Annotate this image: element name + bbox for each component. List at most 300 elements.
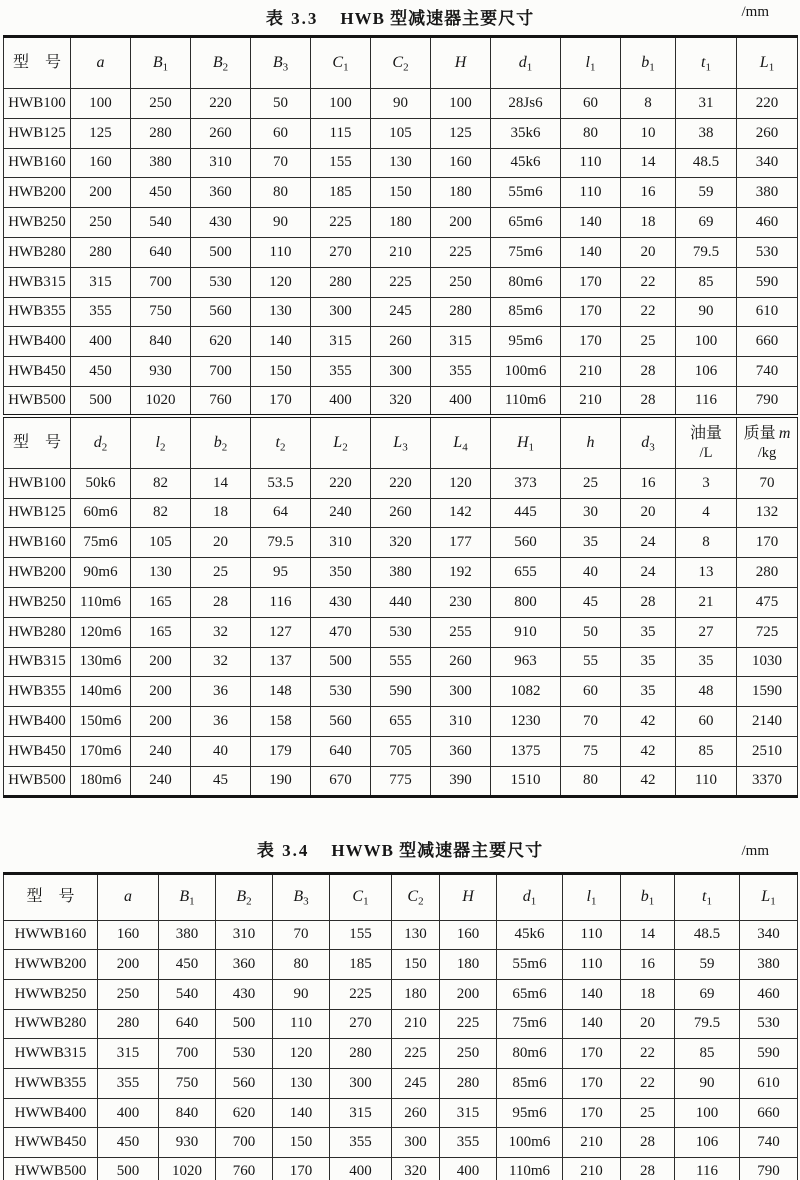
value-cell: 13 bbox=[676, 558, 737, 588]
value-cell: 740 bbox=[740, 1128, 798, 1158]
value-cell: 300 bbox=[392, 1128, 440, 1158]
value-cell: 142 bbox=[431, 498, 491, 528]
value-cell: 60 bbox=[251, 118, 311, 148]
table-3-4-body bbox=[4, 920, 798, 1180]
column-header: $L_4$ bbox=[431, 416, 491, 468]
table-row bbox=[4, 237, 798, 267]
value-cell: 75m6 bbox=[497, 1009, 563, 1039]
value-cell: 70 bbox=[251, 148, 311, 178]
value-cell: 640 bbox=[159, 1009, 216, 1039]
table-row bbox=[4, 89, 798, 119]
value-cell: 20 bbox=[621, 498, 676, 528]
model-cell: HWB125 bbox=[4, 118, 71, 148]
value-cell: 910 bbox=[491, 617, 561, 647]
value-cell: 180 bbox=[440, 950, 497, 980]
value-cell: 280 bbox=[431, 297, 491, 327]
value-cell: 80m6 bbox=[491, 267, 561, 297]
value-cell: 150 bbox=[251, 357, 311, 387]
column-header: $l_1$ bbox=[561, 37, 621, 89]
value-cell: 65m6 bbox=[491, 208, 561, 238]
value-cell: 28 bbox=[621, 587, 676, 617]
value-cell: 230 bbox=[431, 587, 491, 617]
table-row bbox=[4, 297, 798, 327]
table-3-4-number: 表 3.4 bbox=[256, 840, 310, 860]
model-cell: HWWB160 bbox=[4, 920, 98, 950]
header-row bbox=[4, 416, 798, 468]
table-3-3-part1-head bbox=[4, 37, 798, 89]
column-header: $b_2$ bbox=[191, 416, 251, 468]
value-cell: 55m6 bbox=[497, 950, 563, 980]
value-cell: 50 bbox=[251, 89, 311, 119]
value-cell: 25 bbox=[621, 327, 676, 357]
value-cell: 95 bbox=[251, 558, 311, 588]
model-cell: HWB200 bbox=[4, 178, 71, 208]
value-cell: 670 bbox=[311, 766, 371, 796]
value-cell: 300 bbox=[311, 297, 371, 327]
value-cell: 150 bbox=[273, 1128, 330, 1158]
table-3-4-unit-label: /mm bbox=[741, 842, 769, 859]
value-cell: 250 bbox=[71, 208, 131, 238]
column-header: a bbox=[98, 873, 159, 920]
value-cell: 100 bbox=[676, 327, 737, 357]
value-cell: 79.5 bbox=[676, 237, 737, 267]
value-cell: 790 bbox=[740, 1158, 798, 1180]
value-cell: 79.5 bbox=[675, 1009, 740, 1039]
value-cell: 48.5 bbox=[675, 920, 740, 950]
value-cell: 53.5 bbox=[251, 468, 311, 498]
value-cell: 1020 bbox=[159, 1158, 216, 1180]
value-cell: 655 bbox=[491, 558, 561, 588]
value-cell: 25 bbox=[621, 1098, 675, 1128]
value-cell: 18 bbox=[191, 498, 251, 528]
value-cell: 430 bbox=[191, 208, 251, 238]
column-header: $L_2$ bbox=[311, 416, 371, 468]
value-cell: 725 bbox=[737, 617, 798, 647]
table-row bbox=[4, 647, 798, 677]
model-cell: HWB280 bbox=[4, 617, 71, 647]
model-cell: HWB500 bbox=[4, 766, 71, 796]
table-row bbox=[4, 979, 798, 1009]
value-cell: 220 bbox=[311, 468, 371, 498]
value-cell: 350 bbox=[311, 558, 371, 588]
value-cell: 445 bbox=[491, 498, 561, 528]
value-cell: 45 bbox=[561, 587, 621, 617]
value-cell: 170 bbox=[563, 1098, 621, 1128]
value-cell: 82 bbox=[131, 498, 191, 528]
column-header: $B_2$ bbox=[216, 873, 273, 920]
value-cell: 28 bbox=[621, 357, 676, 387]
value-cell: 560 bbox=[191, 297, 251, 327]
value-cell: 355 bbox=[431, 357, 491, 387]
column-header: 质量 m /kg bbox=[737, 416, 798, 468]
value-cell: 28 bbox=[191, 587, 251, 617]
value-cell: 560 bbox=[216, 1068, 273, 1098]
value-cell: 125 bbox=[71, 118, 131, 148]
value-cell: 100m6 bbox=[497, 1128, 563, 1158]
value-cell: 140 bbox=[563, 1009, 621, 1039]
value-cell: 500 bbox=[191, 237, 251, 267]
value-cell: 45k6 bbox=[497, 920, 563, 950]
value-cell: 640 bbox=[311, 736, 371, 766]
value-cell: 120m6 bbox=[71, 617, 131, 647]
value-cell: 35 bbox=[621, 677, 676, 707]
value-cell: 190 bbox=[251, 766, 311, 796]
value-cell: 540 bbox=[131, 208, 191, 238]
value-cell: 21 bbox=[676, 587, 737, 617]
model-cell: HWB100 bbox=[4, 468, 71, 498]
value-cell: 110 bbox=[251, 237, 311, 267]
value-cell: 55m6 bbox=[491, 178, 561, 208]
value-cell: 10 bbox=[621, 118, 676, 148]
value-cell: 8 bbox=[676, 528, 737, 558]
value-cell: 60 bbox=[561, 89, 621, 119]
value-cell: 200 bbox=[71, 178, 131, 208]
model-cell: HWB250 bbox=[4, 587, 71, 617]
value-cell: 130 bbox=[392, 920, 440, 950]
value-cell: 170m6 bbox=[71, 736, 131, 766]
value-cell: 18 bbox=[621, 208, 676, 238]
value-cell: 775 bbox=[371, 766, 431, 796]
column-header: $L_3$ bbox=[371, 416, 431, 468]
model-cell: HWWB500 bbox=[4, 1158, 98, 1180]
value-cell: 69 bbox=[676, 208, 737, 238]
value-cell: 42 bbox=[621, 766, 676, 796]
value-cell: 185 bbox=[330, 950, 392, 980]
table-3-4 bbox=[3, 872, 798, 1180]
value-cell: 85 bbox=[675, 1039, 740, 1069]
value-cell: 170 bbox=[737, 528, 798, 558]
value-cell: 500 bbox=[98, 1158, 159, 1180]
column-header: $C_1$ bbox=[330, 873, 392, 920]
table-3-3 bbox=[3, 35, 798, 798]
column-header: $d_3$ bbox=[621, 416, 676, 468]
value-cell: 610 bbox=[740, 1068, 798, 1098]
value-cell: 555 bbox=[371, 647, 431, 677]
value-cell: 220 bbox=[371, 468, 431, 498]
value-cell: 116 bbox=[676, 386, 737, 416]
column-header: $d_1$ bbox=[491, 37, 561, 89]
value-cell: 660 bbox=[740, 1098, 798, 1128]
value-cell: 35 bbox=[561, 528, 621, 558]
column-header: a bbox=[71, 37, 131, 89]
model-cell: HWB200 bbox=[4, 558, 71, 588]
table-row bbox=[4, 707, 798, 737]
value-cell: 22 bbox=[621, 267, 676, 297]
value-cell: 210 bbox=[392, 1009, 440, 1039]
value-cell: 1510 bbox=[491, 766, 561, 796]
value-cell: 110 bbox=[563, 950, 621, 980]
model-cell: HWB160 bbox=[4, 148, 71, 178]
value-cell: 36 bbox=[191, 707, 251, 737]
value-cell: 160 bbox=[431, 148, 491, 178]
value-cell: 450 bbox=[71, 357, 131, 387]
value-cell: 110m6 bbox=[491, 386, 561, 416]
value-cell: 225 bbox=[392, 1039, 440, 1069]
value-cell: 590 bbox=[737, 267, 798, 297]
value-cell: 116 bbox=[675, 1158, 740, 1180]
value-cell: 530 bbox=[737, 237, 798, 267]
column-header: h bbox=[561, 416, 621, 468]
table-row bbox=[4, 736, 798, 766]
value-cell: 150m6 bbox=[71, 707, 131, 737]
value-cell: 155 bbox=[330, 920, 392, 950]
value-cell: 42 bbox=[621, 707, 676, 737]
table-row bbox=[4, 498, 798, 528]
model-cell: HWWB200 bbox=[4, 950, 98, 980]
column-header: $t_2$ bbox=[251, 416, 311, 468]
value-cell: 355 bbox=[71, 297, 131, 327]
value-cell: 355 bbox=[440, 1128, 497, 1158]
value-cell: 50k6 bbox=[71, 468, 131, 498]
value-cell: 430 bbox=[216, 979, 273, 1009]
value-cell: 260 bbox=[737, 118, 798, 148]
column-header: H bbox=[440, 873, 497, 920]
model-cell: HWB250 bbox=[4, 208, 71, 238]
value-cell: 1030 bbox=[737, 647, 798, 677]
value-cell: 179 bbox=[251, 736, 311, 766]
value-cell: 25 bbox=[191, 558, 251, 588]
model-cell: HWB125 bbox=[4, 498, 71, 528]
column-header: $B_3$ bbox=[251, 37, 311, 89]
value-cell: 260 bbox=[371, 327, 431, 357]
value-cell: 65m6 bbox=[497, 979, 563, 1009]
model-cell: HWWB355 bbox=[4, 1068, 98, 1098]
table-3-3-unit-label: /mm bbox=[741, 4, 769, 20]
column-header: $H_1$ bbox=[491, 416, 561, 468]
value-cell: 200 bbox=[131, 677, 191, 707]
value-cell: 315 bbox=[71, 267, 131, 297]
value-cell: 22 bbox=[621, 1039, 675, 1069]
value-cell: 200 bbox=[98, 950, 159, 980]
value-cell: 750 bbox=[159, 1068, 216, 1098]
value-cell: 620 bbox=[216, 1098, 273, 1128]
value-cell: 64 bbox=[251, 498, 311, 528]
value-cell: 260 bbox=[392, 1098, 440, 1128]
value-cell: 280 bbox=[131, 118, 191, 148]
table-3-3-part2-body bbox=[4, 468, 798, 796]
value-cell: 35k6 bbox=[491, 118, 561, 148]
value-cell: 100 bbox=[431, 89, 491, 119]
value-cell: 315 bbox=[98, 1039, 159, 1069]
value-cell: 170 bbox=[273, 1158, 330, 1180]
value-cell: 30 bbox=[561, 498, 621, 528]
value-cell: 110 bbox=[676, 766, 737, 796]
value-cell: 440 bbox=[371, 587, 431, 617]
value-cell: 400 bbox=[330, 1158, 392, 1180]
value-cell: 35 bbox=[676, 647, 737, 677]
value-cell: 95m6 bbox=[497, 1098, 563, 1128]
value-cell: 2510 bbox=[737, 736, 798, 766]
value-cell: 270 bbox=[330, 1009, 392, 1039]
table-row bbox=[4, 468, 798, 498]
value-cell: 127 bbox=[251, 617, 311, 647]
value-cell: 470 bbox=[311, 617, 371, 647]
model-cell: HWB400 bbox=[4, 327, 71, 357]
value-cell: 20 bbox=[191, 528, 251, 558]
value-cell: 60 bbox=[676, 707, 737, 737]
value-cell: 170 bbox=[561, 267, 621, 297]
value-cell: 160 bbox=[71, 148, 131, 178]
value-cell: 210 bbox=[371, 237, 431, 267]
value-cell: 250 bbox=[431, 267, 491, 297]
value-cell: 28 bbox=[621, 386, 676, 416]
table-row bbox=[4, 1158, 798, 1180]
model-cell: HWB450 bbox=[4, 736, 71, 766]
value-cell: 148 bbox=[251, 677, 311, 707]
value-cell: 60m6 bbox=[71, 498, 131, 528]
column-header: $B_2$ bbox=[191, 37, 251, 89]
table-row bbox=[4, 677, 798, 707]
value-cell: 705 bbox=[371, 736, 431, 766]
value-cell: 320 bbox=[392, 1158, 440, 1180]
value-cell: 210 bbox=[561, 386, 621, 416]
value-cell: 280 bbox=[311, 267, 371, 297]
value-cell: 250 bbox=[440, 1039, 497, 1069]
value-cell: 45 bbox=[191, 766, 251, 796]
value-cell: 760 bbox=[216, 1158, 273, 1180]
value-cell: 1082 bbox=[491, 677, 561, 707]
value-cell: 70 bbox=[273, 920, 330, 950]
value-cell: 165 bbox=[131, 617, 191, 647]
value-cell: 790 bbox=[737, 386, 798, 416]
value-cell: 170 bbox=[563, 1068, 621, 1098]
value-cell: 70 bbox=[737, 468, 798, 498]
value-cell: 340 bbox=[737, 148, 798, 178]
value-cell: 380 bbox=[159, 920, 216, 950]
value-cell: 160 bbox=[98, 920, 159, 950]
value-cell: 590 bbox=[740, 1039, 798, 1069]
column-header: $d_2$ bbox=[71, 416, 131, 468]
value-cell: 105 bbox=[131, 528, 191, 558]
value-cell: 155 bbox=[311, 148, 371, 178]
value-cell: 530 bbox=[191, 267, 251, 297]
value-cell: 540 bbox=[159, 979, 216, 1009]
value-cell: 90 bbox=[251, 208, 311, 238]
column-header: $t_1$ bbox=[675, 873, 740, 920]
value-cell: 28 bbox=[621, 1158, 675, 1180]
value-cell: 85m6 bbox=[491, 297, 561, 327]
value-cell: 45k6 bbox=[491, 148, 561, 178]
value-cell: 400 bbox=[71, 327, 131, 357]
column-header: $L_1$ bbox=[740, 873, 798, 920]
value-cell: 400 bbox=[98, 1098, 159, 1128]
model-cell: HWB500 bbox=[4, 386, 71, 416]
value-cell: 225 bbox=[440, 1009, 497, 1039]
value-cell: 125 bbox=[431, 118, 491, 148]
value-cell: 225 bbox=[431, 237, 491, 267]
value-cell: 315 bbox=[311, 327, 371, 357]
column-header: 油量 /L bbox=[676, 416, 737, 468]
value-cell: 60 bbox=[561, 677, 621, 707]
value-cell: 180 bbox=[392, 979, 440, 1009]
value-cell: 20 bbox=[621, 1009, 675, 1039]
value-cell: 140 bbox=[273, 1098, 330, 1128]
value-cell: 110 bbox=[561, 148, 621, 178]
value-cell: 85 bbox=[676, 267, 737, 297]
value-cell: 560 bbox=[491, 528, 561, 558]
value-cell: 180 bbox=[431, 178, 491, 208]
value-cell: 170 bbox=[561, 297, 621, 327]
value-cell: 450 bbox=[131, 178, 191, 208]
table-row bbox=[4, 208, 798, 238]
value-cell: 35 bbox=[621, 617, 676, 647]
column-header: $C_2$ bbox=[371, 37, 431, 89]
value-cell: 500 bbox=[311, 647, 371, 677]
value-cell: 250 bbox=[98, 979, 159, 1009]
value-cell: 300 bbox=[371, 357, 431, 387]
value-cell: 400 bbox=[440, 1158, 497, 1180]
value-cell: 180m6 bbox=[71, 766, 131, 796]
value-cell: 315 bbox=[330, 1098, 392, 1128]
model-cell: HWB315 bbox=[4, 267, 71, 297]
value-cell: 42 bbox=[621, 736, 676, 766]
value-cell: 450 bbox=[159, 950, 216, 980]
value-cell: 110m6 bbox=[497, 1158, 563, 1180]
column-header: $B_1$ bbox=[159, 873, 216, 920]
table-row bbox=[4, 920, 798, 950]
value-cell: 130 bbox=[371, 148, 431, 178]
value-cell: 400 bbox=[311, 386, 371, 416]
value-cell: 80 bbox=[273, 950, 330, 980]
value-cell: 18 bbox=[621, 979, 675, 1009]
value-cell: 90 bbox=[371, 89, 431, 119]
value-cell: 380 bbox=[740, 950, 798, 980]
value-cell: 610 bbox=[737, 297, 798, 327]
value-cell: 80 bbox=[561, 118, 621, 148]
value-cell: 1020 bbox=[131, 386, 191, 416]
value-cell: 355 bbox=[98, 1068, 159, 1098]
value-cell: 100 bbox=[311, 89, 371, 119]
model-cell: HWWB315 bbox=[4, 1039, 98, 1069]
value-cell: 245 bbox=[392, 1068, 440, 1098]
value-cell: 177 bbox=[431, 528, 491, 558]
table-row bbox=[4, 950, 798, 980]
value-cell: 48.5 bbox=[676, 148, 737, 178]
value-cell: 220 bbox=[191, 89, 251, 119]
value-cell: 460 bbox=[740, 979, 798, 1009]
model-cell: HWB280 bbox=[4, 237, 71, 267]
value-cell: 80 bbox=[561, 766, 621, 796]
value-cell: 100m6 bbox=[491, 357, 561, 387]
value-cell: 590 bbox=[371, 677, 431, 707]
model-cell: HWB100 bbox=[4, 89, 71, 119]
value-cell: 2140 bbox=[737, 707, 798, 737]
value-cell: 85m6 bbox=[497, 1068, 563, 1098]
value-cell: 280 bbox=[71, 237, 131, 267]
value-cell: 165 bbox=[131, 587, 191, 617]
value-cell: 16 bbox=[621, 950, 675, 980]
value-cell: 180 bbox=[371, 208, 431, 238]
value-cell: 69 bbox=[675, 979, 740, 1009]
value-cell: 100 bbox=[71, 89, 131, 119]
value-cell: 24 bbox=[621, 528, 676, 558]
value-cell: 320 bbox=[371, 386, 431, 416]
value-cell: 840 bbox=[159, 1098, 216, 1128]
value-cell: 90 bbox=[676, 297, 737, 327]
value-cell: 560 bbox=[311, 707, 371, 737]
value-cell: 270 bbox=[311, 237, 371, 267]
value-cell: 16 bbox=[621, 468, 676, 498]
value-cell: 740 bbox=[737, 357, 798, 387]
value-cell: 59 bbox=[675, 950, 740, 980]
value-cell: 4 bbox=[676, 498, 737, 528]
value-cell: 22 bbox=[621, 1068, 675, 1098]
table-3-4-title: HWWB 型减速器主要尺寸 bbox=[331, 840, 544, 860]
value-cell: 110 bbox=[273, 1009, 330, 1039]
value-cell: 530 bbox=[740, 1009, 798, 1039]
value-cell: 75m6 bbox=[491, 237, 561, 267]
value-cell: 1375 bbox=[491, 736, 561, 766]
